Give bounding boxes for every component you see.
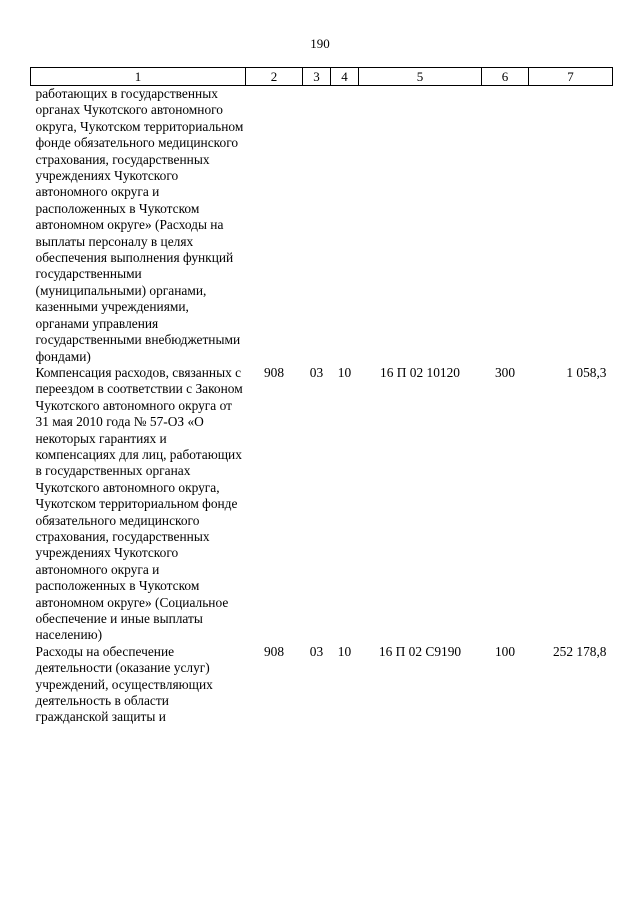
row-description: работающих в государственных органах Чукотского автономного округа, Чукотском территориальном фонде обязательного медицинского страхования, государственных учреждениях Чукотского автономного округа и расположенных в Чукотском автономном округе» (Расходы на выплаты персоналу в целях обеспечения выполнения функций государственными (муниципальными) органами, казенными учреждениями, органами управления государственными внебюджетными фондами)	[35, 86, 244, 364]
table-header-row	[31, 68, 613, 86]
row-type	[482, 86, 529, 365]
row-type: 300	[494, 364, 516, 380]
header-col-5: 5	[359, 68, 482, 86]
table-row	[31, 86, 613, 365]
row-description: Компенсация расходов, связанных с переездом в соответствии с Законом Чукотского автономного округа от 31 мая 2010 года № 57-ОЗ «О некоторых гарантиях и компенсациях для лиц, работающих в государственных органах Чукотского автономного округа, Чукотском территориальном фонде обязательного медицинского страхования, государственных учреждениях Чукотского автономного округа и расположенных в Чукотском автономном округе» (Социальное обеспечение и иные выплаты населению)	[35, 364, 243, 643]
row-description: Расходы на обеспечение деятельности (оказание услуг) учреждений, осуществляющих деятельность в области гражданской защиты и	[35, 643, 213, 725]
header-col-2: 2	[246, 68, 303, 86]
page-number: 190	[310, 36, 330, 51]
header-col-1: 1	[31, 68, 246, 86]
budget-table	[30, 67, 613, 726]
row-amount	[529, 86, 613, 365]
row-amount: 1 058,3	[566, 364, 607, 380]
row-subsection	[331, 86, 359, 365]
header-col-6: 6	[482, 68, 529, 86]
row-section	[303, 86, 331, 365]
row-subsection: 10	[337, 364, 352, 380]
table-row	[31, 644, 613, 726]
row-ministry	[246, 86, 303, 365]
row-amount: 252 178,8	[552, 643, 607, 659]
row-section: 03	[309, 643, 324, 659]
row-section: 03	[309, 364, 324, 380]
row-subsection: 10	[337, 643, 352, 659]
row-ministry: 908	[263, 364, 285, 380]
header-col-4: 4	[331, 68, 359, 86]
row-target: 16 П 02 10120	[380, 364, 460, 380]
row-ministry: 908	[263, 643, 285, 659]
row-target: 16 П 02 С9190	[378, 643, 462, 659]
header-col-3: 3	[303, 68, 331, 86]
header-col-7: 7	[529, 68, 613, 86]
table-row	[31, 365, 613, 644]
row-target	[359, 86, 482, 365]
row-type: 100	[494, 643, 516, 659]
